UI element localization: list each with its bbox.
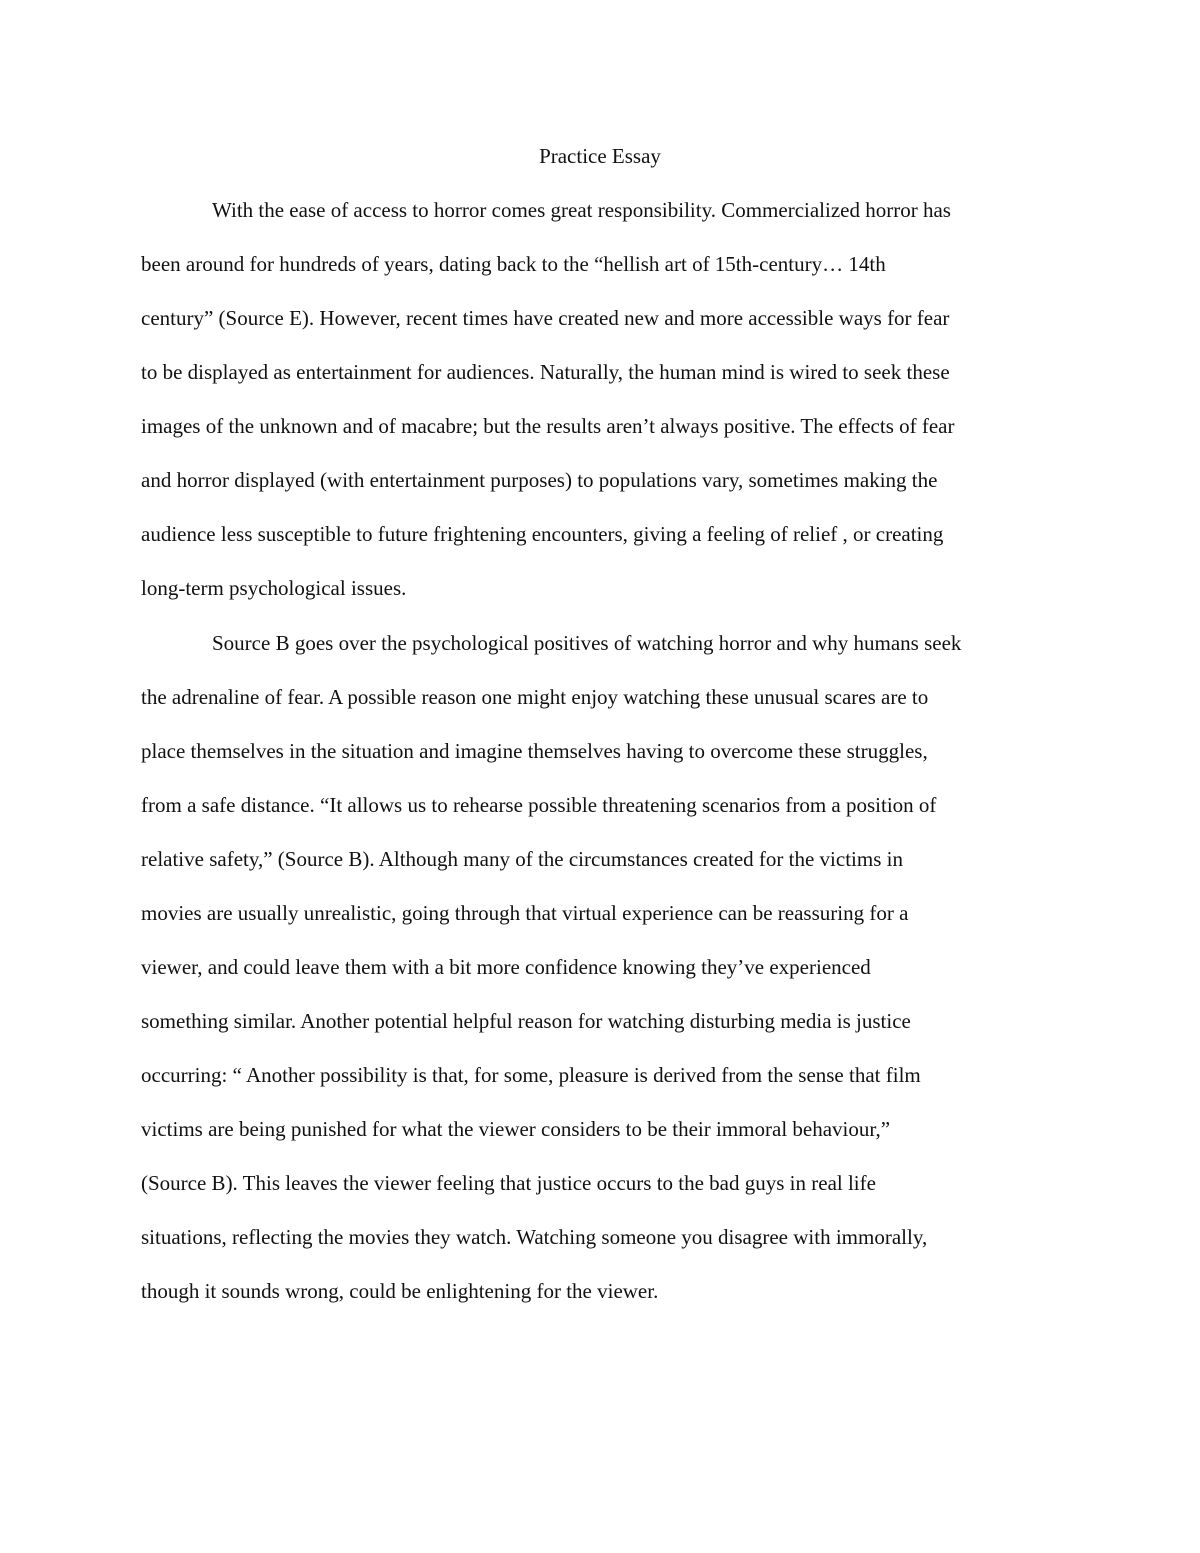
paragraph-1-line-7: audience less susceptible to future frightening encounters, giving a feeling of relief , or creating [141,522,944,546]
paragraph-2-line-3: place themselves in the situation and imagine themselves having to overcome these struggles, [141,739,928,763]
paragraph-2-line-12: situations, reflecting the movies they watch. Watching someone you disagree with immorally, [141,1225,928,1249]
paragraph-1-line-6: and horror displayed (with entertainment purposes) to populations vary, sometimes making the [141,468,938,492]
paragraph-2-line-13: though it sounds wrong, could be enlightening for the viewer. [141,1279,659,1303]
document-title: Practice Essay [539,144,661,168]
paragraph-2-line-7: viewer, and could leave them with a bit more confidence knowing they’ve experienced [141,955,871,979]
paragraph-2-line-4: from a safe distance. “It allows us to rehearse possible threatening scenarios from a position of [141,793,937,817]
paragraph-1-line-4: to be displayed as entertainment for audiences. Naturally, the human mind is wired to seek these [141,360,950,384]
paragraph-2-line-1: Source B goes over the psychological positives of watching horror and why humans seek [212,631,962,655]
paragraph-1-line-1: With the ease of access to horror comes great responsibility. Commercialized horror has [212,198,951,222]
paragraph-2-line-8: something similar. Another potential helpful reason for watching disturbing media is justice [141,1009,911,1033]
paragraph-2-line-6: movies are usually unrealistic, going through that virtual experience can be reassuring for a [141,901,909,925]
paragraph-1-line-8: long-term psychological issues. [141,576,407,600]
paragraph-1-line-3: century” (Source E). However, recent times have created new and more accessible ways for fear [141,306,950,330]
paragraph-2-line-5: relative safety,” (Source B). Although many of the circumstances created for the victims in [141,847,903,871]
paragraph-1-line-2: been around for hundreds of years, dating back to the “hellish art of 15th-century… 14th [141,252,886,276]
paragraph-2-line-10: victims are being punished for what the viewer considers to be their immoral behaviour,” [141,1117,891,1141]
paragraph-2-line-9: occurring: “ Another possibility is that, for some, pleasure is derived from the sense that film [141,1063,921,1087]
paragraph-2-line-2: the adrenaline of fear. A possible reason one might enjoy watching these unusual scares are to [141,685,929,709]
paragraph-1-line-5: images of the unknown and of macabre; but the results aren’t always positive. The effects of fear [141,414,955,438]
paragraph-2-line-11: (Source B). This leaves the viewer feeling that justice occurs to the bad guys in real life [141,1171,876,1195]
